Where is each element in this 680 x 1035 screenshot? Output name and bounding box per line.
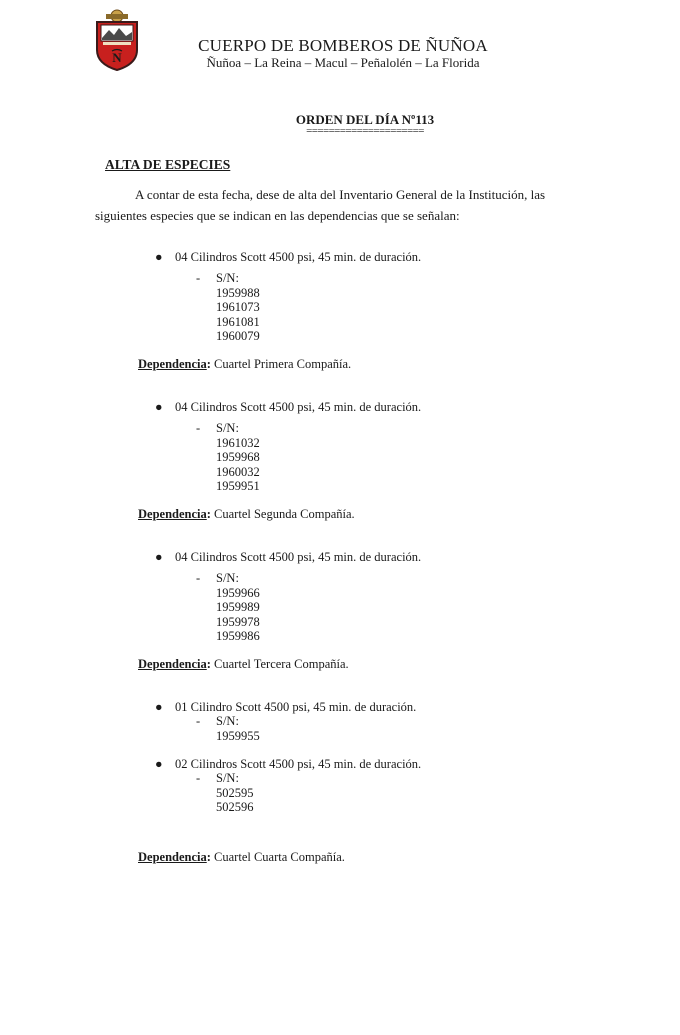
dash: - xyxy=(196,771,201,785)
section-title: ALTA DE ESPECIES xyxy=(105,157,231,172)
dependency-label: Dependencia xyxy=(138,507,207,521)
dependency-line: Dependencia: Cuartel Cuarta Compañía. xyxy=(138,850,345,864)
serial-number: 1961073 xyxy=(216,300,260,314)
bullet: ● xyxy=(155,400,163,414)
item-description: 04 Cilindros Scott 4500 psi, 45 min. de duración. xyxy=(175,250,422,264)
serial-number-block xyxy=(196,271,260,344)
dependency-value: Cuartel Segunda Compañía. xyxy=(214,507,355,521)
serial-number: 1959968 xyxy=(216,450,260,464)
list-item xyxy=(155,250,421,265)
serial-label: S/N: xyxy=(216,421,239,435)
item-description: 04 Cilindros Scott 4500 psi, 45 min. de duración. xyxy=(175,400,422,414)
serial-number: 1959966 xyxy=(216,585,260,600)
title-double-rule: ===================== xyxy=(306,126,424,137)
dependency-line: Dependencia: Cuartel Segunda Compañía. xyxy=(138,507,355,521)
serial-number: 1959989 xyxy=(216,600,260,614)
serial-number: 1960032 xyxy=(216,464,260,479)
list-item xyxy=(155,700,416,715)
serial-number: 1959988 xyxy=(216,285,260,300)
dash: - xyxy=(196,571,201,585)
bullet: ● xyxy=(155,550,163,564)
dependency-label: Dependencia xyxy=(138,357,207,371)
intro-paragraph: A contar de esta fecha, dese de alta del Inventario General de la Institución, las siguientes especies que se indican en las dependencias que se señalan: xyxy=(95,187,546,223)
item-description: 04 Cilindros Scott 4500 psi, 45 min. de duración. xyxy=(175,550,422,564)
serial-label: S/N: xyxy=(216,271,239,285)
serial-number-block xyxy=(196,714,260,743)
serial-label: S/N: xyxy=(216,771,239,785)
item-description: 02 Cilindros Scott 4500 psi, 45 min. de duración. xyxy=(175,757,422,771)
dependency-value: Cuartel Primera Compañía. xyxy=(214,357,352,371)
dependency-line: Dependencia: Cuartel Tercera Compañía. xyxy=(138,657,349,671)
serial-number: 1961032 xyxy=(216,435,260,450)
bullet: ● xyxy=(155,250,163,264)
dependency-value: Cuartel Cuarta Compañía. xyxy=(214,850,345,864)
list-item xyxy=(155,757,421,772)
dependency-line: Dependencia: Cuartel Primera Compañía. xyxy=(138,357,352,371)
list-item xyxy=(155,400,421,415)
serial-label: S/N: xyxy=(216,714,239,728)
serial-number-block xyxy=(196,421,260,494)
serial-number: 1961081 xyxy=(216,314,260,329)
svg-text:N: N xyxy=(112,50,122,65)
list-item xyxy=(155,550,421,565)
organization-communes: Ñuñoa – La Reina – Macul – Peñalolén – La Florida xyxy=(206,55,480,70)
order-title: ORDEN DEL DÍA Nº113 xyxy=(295,112,435,127)
serial-number: 1959951 xyxy=(216,479,260,493)
dash: - xyxy=(196,421,201,435)
dash: - xyxy=(196,271,201,285)
serial-number-block xyxy=(196,571,260,644)
serial-number: 1959978 xyxy=(216,614,260,629)
bullet: ● xyxy=(155,700,163,714)
dependency-value: Cuartel Tercera Compañía. xyxy=(214,657,349,671)
serial-number: 502595 xyxy=(216,785,254,800)
dependency-label: Dependencia xyxy=(138,850,207,864)
serial-number: 502596 xyxy=(216,800,254,814)
serial-label: S/N: xyxy=(216,571,239,585)
dependency-label: Dependencia xyxy=(138,657,207,671)
serial-number: 1959955 xyxy=(216,728,260,743)
item-description: 01 Cilindro Scott 4500 psi, 45 min. de duración. xyxy=(175,700,417,714)
fire-department-shield-icon xyxy=(94,8,140,72)
dash: - xyxy=(196,714,201,728)
serial-number: 1960079 xyxy=(216,329,260,343)
bullet: ● xyxy=(155,757,163,771)
serial-number: 1959986 xyxy=(216,629,260,643)
organization-name: CUERPO DE BOMBEROS DE ÑUÑOA xyxy=(198,36,488,55)
serial-number-block xyxy=(196,771,254,815)
